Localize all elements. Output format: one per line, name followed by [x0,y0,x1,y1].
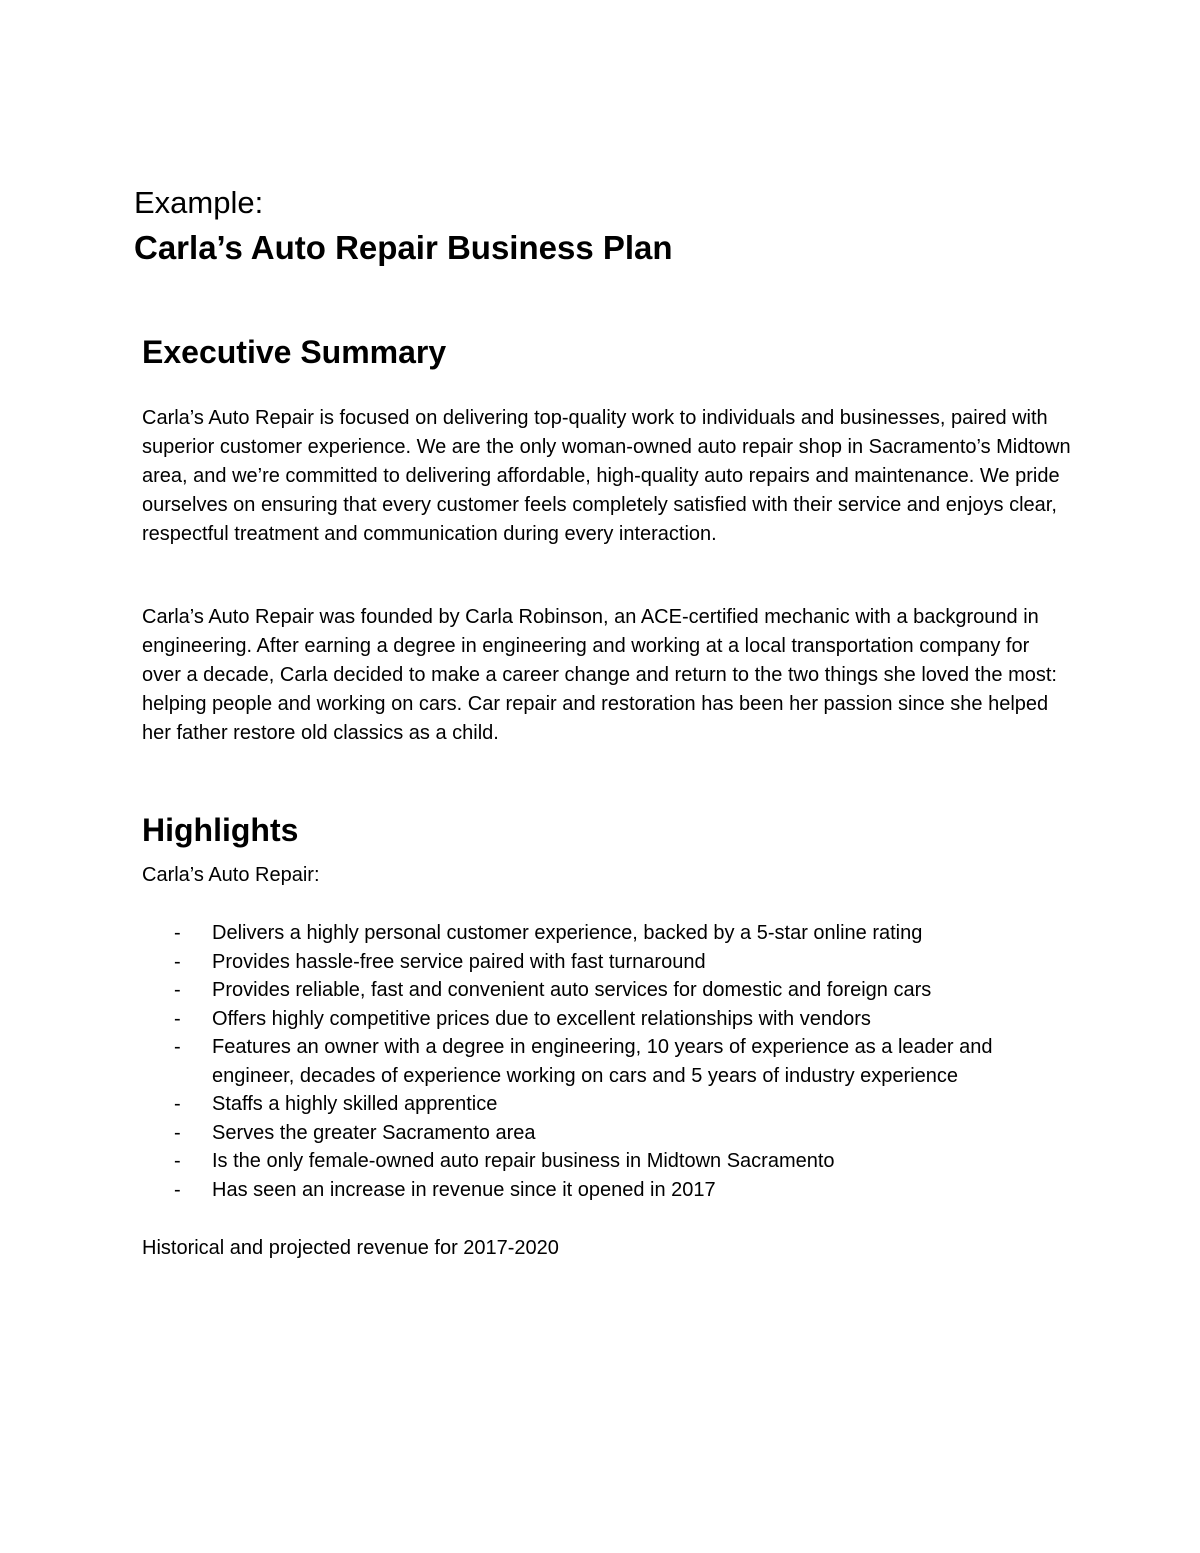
list-item-text: Is the only female-owned auto repair business in Midtown Sacramento [212,1150,835,1172]
bullet-marker: - [174,1178,181,1201]
list-item [142,1005,1072,1034]
list-item-text: Features an owner with a degree in engineering, 10 years of experience as a leader and engineer, decades of experience working on cars and 5 years of industry experience [212,1036,993,1087]
list-item-text: Serves the greater Sacramento area [212,1121,536,1144]
bullet-marker: - [174,922,181,944]
list-item [142,1176,1072,1205]
list-item-text: Has seen an increase in revenue since it opened in 2017 [212,1178,716,1201]
bullet-marker: - [174,1121,181,1144]
list-item [142,1033,1072,1090]
bullet-marker: - [174,950,181,973]
highlights-intro: Carla’s Auto Repair: [142,864,320,886]
list-item-text: Provides reliable, fast and convenient auto services for domestic and foreign cars [212,979,932,1001]
list-item-text: Offers highly competitive prices due to excellent relationships with vendors [212,1007,871,1030]
list-item [142,919,1072,948]
list-item [142,1147,1072,1176]
bullet-marker: - [174,1093,181,1115]
revenue-caption: Historical and projected revenue for 2017-2020 [142,1237,559,1259]
bullet-marker: - [174,1036,181,1058]
list-item [142,976,1072,1005]
bullet-marker: - [174,979,181,1001]
list-item [142,1090,1072,1119]
list-item [142,1119,1072,1148]
highlights-list [142,919,1072,1204]
bullet-marker: - [174,1150,181,1172]
document-title: Carla’s Auto Repair Business Plan [134,229,673,266]
highlights-heading: Highlights [142,812,299,848]
list-item [142,948,1072,977]
executive-summary-paragraph-1: Carla’s Auto Repair is focused on delivering top-quality work to individuals and businesses, paired with superior customer experience. We are the only woman-owned auto repair shop in Sacramento’s Midtown area, and we’re committed to delivering affordable, high-quality auto repairs and maintenance. We pride ourselves on ensuring that every customer feels completely satisfied with their service and enjoys clear, respectful treatment and communication during every interaction. [142,407,1071,545]
executive-summary-paragraph-2: Carla’s Auto Repair was founded by Carla Robinson, an ACE-certified mechanic with a background in engineering. After earning a degree in engineering and working at a local transportation company for over a decade, Carla decided to make a career change and return to the two things she loved the most: helping people and working on cars. Car repair and restoration has been her passion since she helped her father restore old classics as a child. [142,606,1057,744]
executive-summary-heading: Executive Summary [142,334,447,370]
list-item-text: Delivers a highly personal customer experience, backed by a 5-star online rating [212,922,923,944]
bullet-marker: - [174,1007,181,1030]
list-item-text: Provides hassle-free service paired with fast turnaround [212,950,706,973]
list-item-text: Staffs a highly skilled apprentice [212,1093,498,1115]
example-label: Example: [134,185,264,220]
